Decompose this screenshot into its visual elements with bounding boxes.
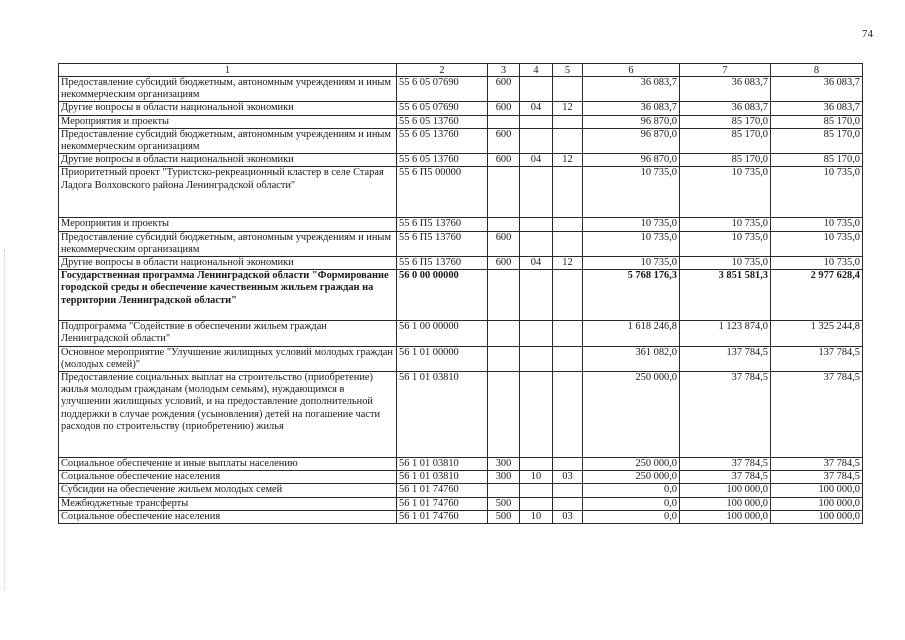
table-row	[59, 115, 863, 128]
row-col5	[553, 231, 583, 256]
row-name: Социальное обеспечение населения	[59, 471, 397, 484]
row-col4	[520, 167, 553, 218]
row-code: 55 6 05 07690	[397, 102, 488, 115]
table-row	[59, 270, 863, 321]
row-value-8: 85 170,0	[771, 115, 863, 128]
row-col3	[488, 115, 520, 128]
table-row	[59, 154, 863, 167]
row-code: 55 6 П5 00000	[397, 167, 488, 218]
header-cell: 8	[771, 64, 863, 77]
row-value-8: 37 784,5	[771, 458, 863, 471]
row-col3: 300	[488, 471, 520, 484]
row-code: 55 6 05 13760	[397, 115, 488, 128]
row-value-6: 0,0	[583, 484, 680, 497]
table-row	[59, 321, 863, 346]
row-name: Подпрограмма "Содействие в обеспечении жильем граждан Ленинградской области"	[59, 321, 397, 346]
row-col4	[520, 115, 553, 128]
row-value-8: 137 784,5	[771, 346, 863, 371]
row-col3	[488, 270, 520, 321]
row-code: 56 1 01 00000	[397, 346, 488, 371]
row-col3	[488, 372, 520, 458]
row-col3: 300	[488, 458, 520, 471]
row-col5: 03	[553, 510, 583, 523]
row-code: 55 6 05 07690	[397, 77, 488, 102]
row-col4: 04	[520, 154, 553, 167]
row-code: 55 6 П5 13760	[397, 231, 488, 256]
row-name: Мероприятия и проекты	[59, 218, 397, 231]
row-value-6: 96 870,0	[583, 115, 680, 128]
row-value-8: 10 735,0	[771, 257, 863, 270]
row-col3	[488, 218, 520, 231]
row-col5	[553, 270, 583, 321]
row-code: 56 1 01 03810	[397, 458, 488, 471]
row-value-7: 36 083,7	[680, 77, 771, 102]
header-cell: 4	[520, 64, 553, 77]
row-value-8: 36 083,7	[771, 77, 863, 102]
budget-table	[58, 63, 863, 524]
row-name: Государственная программа Ленинградской области "Формирование городской среды и обеспечение качественным жильем граждан на территории Ленинградской области"	[59, 270, 397, 321]
row-col3: 600	[488, 231, 520, 256]
row-name: Другие вопросы в области национальной экономики	[59, 257, 397, 270]
row-col5: 12	[553, 102, 583, 115]
row-col3	[488, 321, 520, 346]
row-col4	[520, 321, 553, 346]
table-header-row	[59, 64, 863, 77]
row-value-7: 3 851 581,3	[680, 270, 771, 321]
page-number: 74	[862, 28, 873, 40]
table-row	[59, 471, 863, 484]
row-col3: 600	[488, 257, 520, 270]
row-value-7: 85 170,0	[680, 154, 771, 167]
row-col4	[520, 231, 553, 256]
scan-edge-dots	[4, 250, 6, 590]
row-value-6: 36 083,7	[583, 77, 680, 102]
row-col5: 03	[553, 471, 583, 484]
row-col3: 600	[488, 102, 520, 115]
table-row	[59, 346, 863, 371]
row-code: 55 6 05 13760	[397, 128, 488, 153]
row-value-8: 37 784,5	[771, 471, 863, 484]
row-value-7: 10 735,0	[680, 167, 771, 218]
row-value-8: 100 000,0	[771, 484, 863, 497]
table-row	[59, 231, 863, 256]
row-name: Предоставление субсидий бюджетным, автономным учреждениям и иным некоммерческим организациям	[59, 231, 397, 256]
row-value-7: 100 000,0	[680, 484, 771, 497]
row-value-8: 36 083,7	[771, 102, 863, 115]
row-name: Другие вопросы в области национальной экономики	[59, 102, 397, 115]
row-value-6: 5 768 176,3	[583, 270, 680, 321]
row-col4: 04	[520, 102, 553, 115]
row-col5	[553, 346, 583, 371]
row-value-6: 250 000,0	[583, 458, 680, 471]
row-value-7: 37 784,5	[680, 372, 771, 458]
row-value-8: 100 000,0	[771, 510, 863, 523]
row-code: 56 1 01 74760	[397, 510, 488, 523]
row-value-6: 10 735,0	[583, 167, 680, 218]
row-col5: 12	[553, 257, 583, 270]
row-col5: 12	[553, 154, 583, 167]
row-col4	[520, 218, 553, 231]
row-col3: 600	[488, 154, 520, 167]
row-name: Межбюджетные трансферты	[59, 497, 397, 510]
row-col5	[553, 115, 583, 128]
row-value-6: 361 082,0	[583, 346, 680, 371]
row-col3	[488, 346, 520, 371]
row-col4	[520, 458, 553, 471]
table-row	[59, 484, 863, 497]
table-row	[59, 458, 863, 471]
row-value-7: 100 000,0	[680, 510, 771, 523]
row-value-8: 100 000,0	[771, 497, 863, 510]
row-value-7: 10 735,0	[680, 218, 771, 231]
table-row	[59, 77, 863, 102]
row-value-7: 1 123 874,0	[680, 321, 771, 346]
row-name: Основное мероприятие "Улучшение жилищных условий молодых граждан (молодых семей)"	[59, 346, 397, 371]
row-col4	[520, 346, 553, 371]
row-col3: 600	[488, 77, 520, 102]
row-col3: 500	[488, 497, 520, 510]
row-code: 56 0 00 00000	[397, 270, 488, 321]
row-col5	[553, 458, 583, 471]
row-col5	[553, 218, 583, 231]
row-value-7: 85 170,0	[680, 115, 771, 128]
row-value-8: 85 170,0	[771, 128, 863, 153]
row-col4: 10	[520, 510, 553, 523]
row-value-6: 10 735,0	[583, 231, 680, 256]
row-value-6: 250 000,0	[583, 372, 680, 458]
table-row	[59, 218, 863, 231]
row-code: 56 1 01 03810	[397, 471, 488, 484]
row-code: 55 6 П5 13760	[397, 257, 488, 270]
row-value-6: 96 870,0	[583, 154, 680, 167]
row-col3	[488, 167, 520, 218]
row-value-6: 10 735,0	[583, 218, 680, 231]
row-col5	[553, 497, 583, 510]
row-col5	[553, 167, 583, 218]
row-value-7: 10 735,0	[680, 257, 771, 270]
row-value-6: 10 735,0	[583, 257, 680, 270]
row-value-7: 85 170,0	[680, 128, 771, 153]
row-value-7: 10 735,0	[680, 231, 771, 256]
row-name: Другие вопросы в области национальной экономики	[59, 154, 397, 167]
row-name: Приоритетный проект "Туристско-рекреационный кластер в селе Старая Ладога Волховского района Ленинградской области"	[59, 167, 397, 218]
row-code: 55 6 05 13760	[397, 154, 488, 167]
table-row	[59, 510, 863, 523]
row-code: 55 6 П5 13760	[397, 218, 488, 231]
row-value-8: 85 170,0	[771, 154, 863, 167]
row-col4	[520, 128, 553, 153]
row-col4	[520, 77, 553, 102]
row-col5	[553, 321, 583, 346]
row-col4: 10	[520, 471, 553, 484]
row-value-8: 10 735,0	[771, 231, 863, 256]
row-value-6: 250 000,0	[583, 471, 680, 484]
row-col3: 600	[488, 128, 520, 153]
row-col4	[520, 372, 553, 458]
row-code: 56 1 01 74760	[397, 497, 488, 510]
row-col5	[553, 372, 583, 458]
table-row	[59, 167, 863, 218]
row-col3: 500	[488, 510, 520, 523]
table-row	[59, 128, 863, 153]
row-value-8: 2 977 628,4	[771, 270, 863, 321]
row-value-6: 36 083,7	[583, 102, 680, 115]
row-col4	[520, 484, 553, 497]
row-value-8: 37 784,5	[771, 372, 863, 458]
row-value-6: 0,0	[583, 497, 680, 510]
row-col5	[553, 484, 583, 497]
row-value-6: 0,0	[583, 510, 680, 523]
row-name: Предоставление социальных выплат на строительство (приобретение) жилья молодым гражданам (молодым семьям), нуждающимся в улучшении жилищных условий, и на предоставление дополнительной поддержки в случае рождения (усыновления) детей на погашение части расходов по строительству (приобретению) жилья	[59, 372, 397, 458]
row-value-8: 10 735,0	[771, 218, 863, 231]
row-value-8: 1 325 244,8	[771, 321, 863, 346]
table-row	[59, 497, 863, 510]
row-col4	[520, 270, 553, 321]
row-code: 56 1 01 03810	[397, 372, 488, 458]
header-cell: 7	[680, 64, 771, 77]
row-code: 56 1 01 74760	[397, 484, 488, 497]
header-cell: 2	[397, 64, 488, 77]
row-value-7: 100 000,0	[680, 497, 771, 510]
row-col5	[553, 77, 583, 102]
row-col4	[520, 497, 553, 510]
row-name: Предоставление субсидий бюджетным, автономным учреждениям и иным некоммерческим организациям	[59, 128, 397, 153]
row-name: Мероприятия и проекты	[59, 115, 397, 128]
table-row	[59, 102, 863, 115]
row-name: Субсидии на обеспечение жильем молодых семей	[59, 484, 397, 497]
header-cell: 6	[583, 64, 680, 77]
table-row	[59, 372, 863, 458]
row-code: 56 1 00 00000	[397, 321, 488, 346]
row-value-7: 137 784,5	[680, 346, 771, 371]
row-col3	[488, 484, 520, 497]
row-value-7: 37 784,5	[680, 458, 771, 471]
header-cell: 5	[553, 64, 583, 77]
row-name: Социальное обеспечение населения	[59, 510, 397, 523]
row-value-6: 96 870,0	[583, 128, 680, 153]
row-col5	[553, 128, 583, 153]
header-cell: 1	[59, 64, 397, 77]
header-cell: 3	[488, 64, 520, 77]
row-name: Предоставление субсидий бюджетным, автономным учреждениям и иным некоммерческим организациям	[59, 77, 397, 102]
row-col4: 04	[520, 257, 553, 270]
row-value-7: 36 083,7	[680, 102, 771, 115]
table-row	[59, 257, 863, 270]
row-value-6: 1 618 246,8	[583, 321, 680, 346]
row-value-7: 37 784,5	[680, 471, 771, 484]
row-value-8: 10 735,0	[771, 167, 863, 218]
row-name: Социальное обеспечение и иные выплаты населению	[59, 458, 397, 471]
